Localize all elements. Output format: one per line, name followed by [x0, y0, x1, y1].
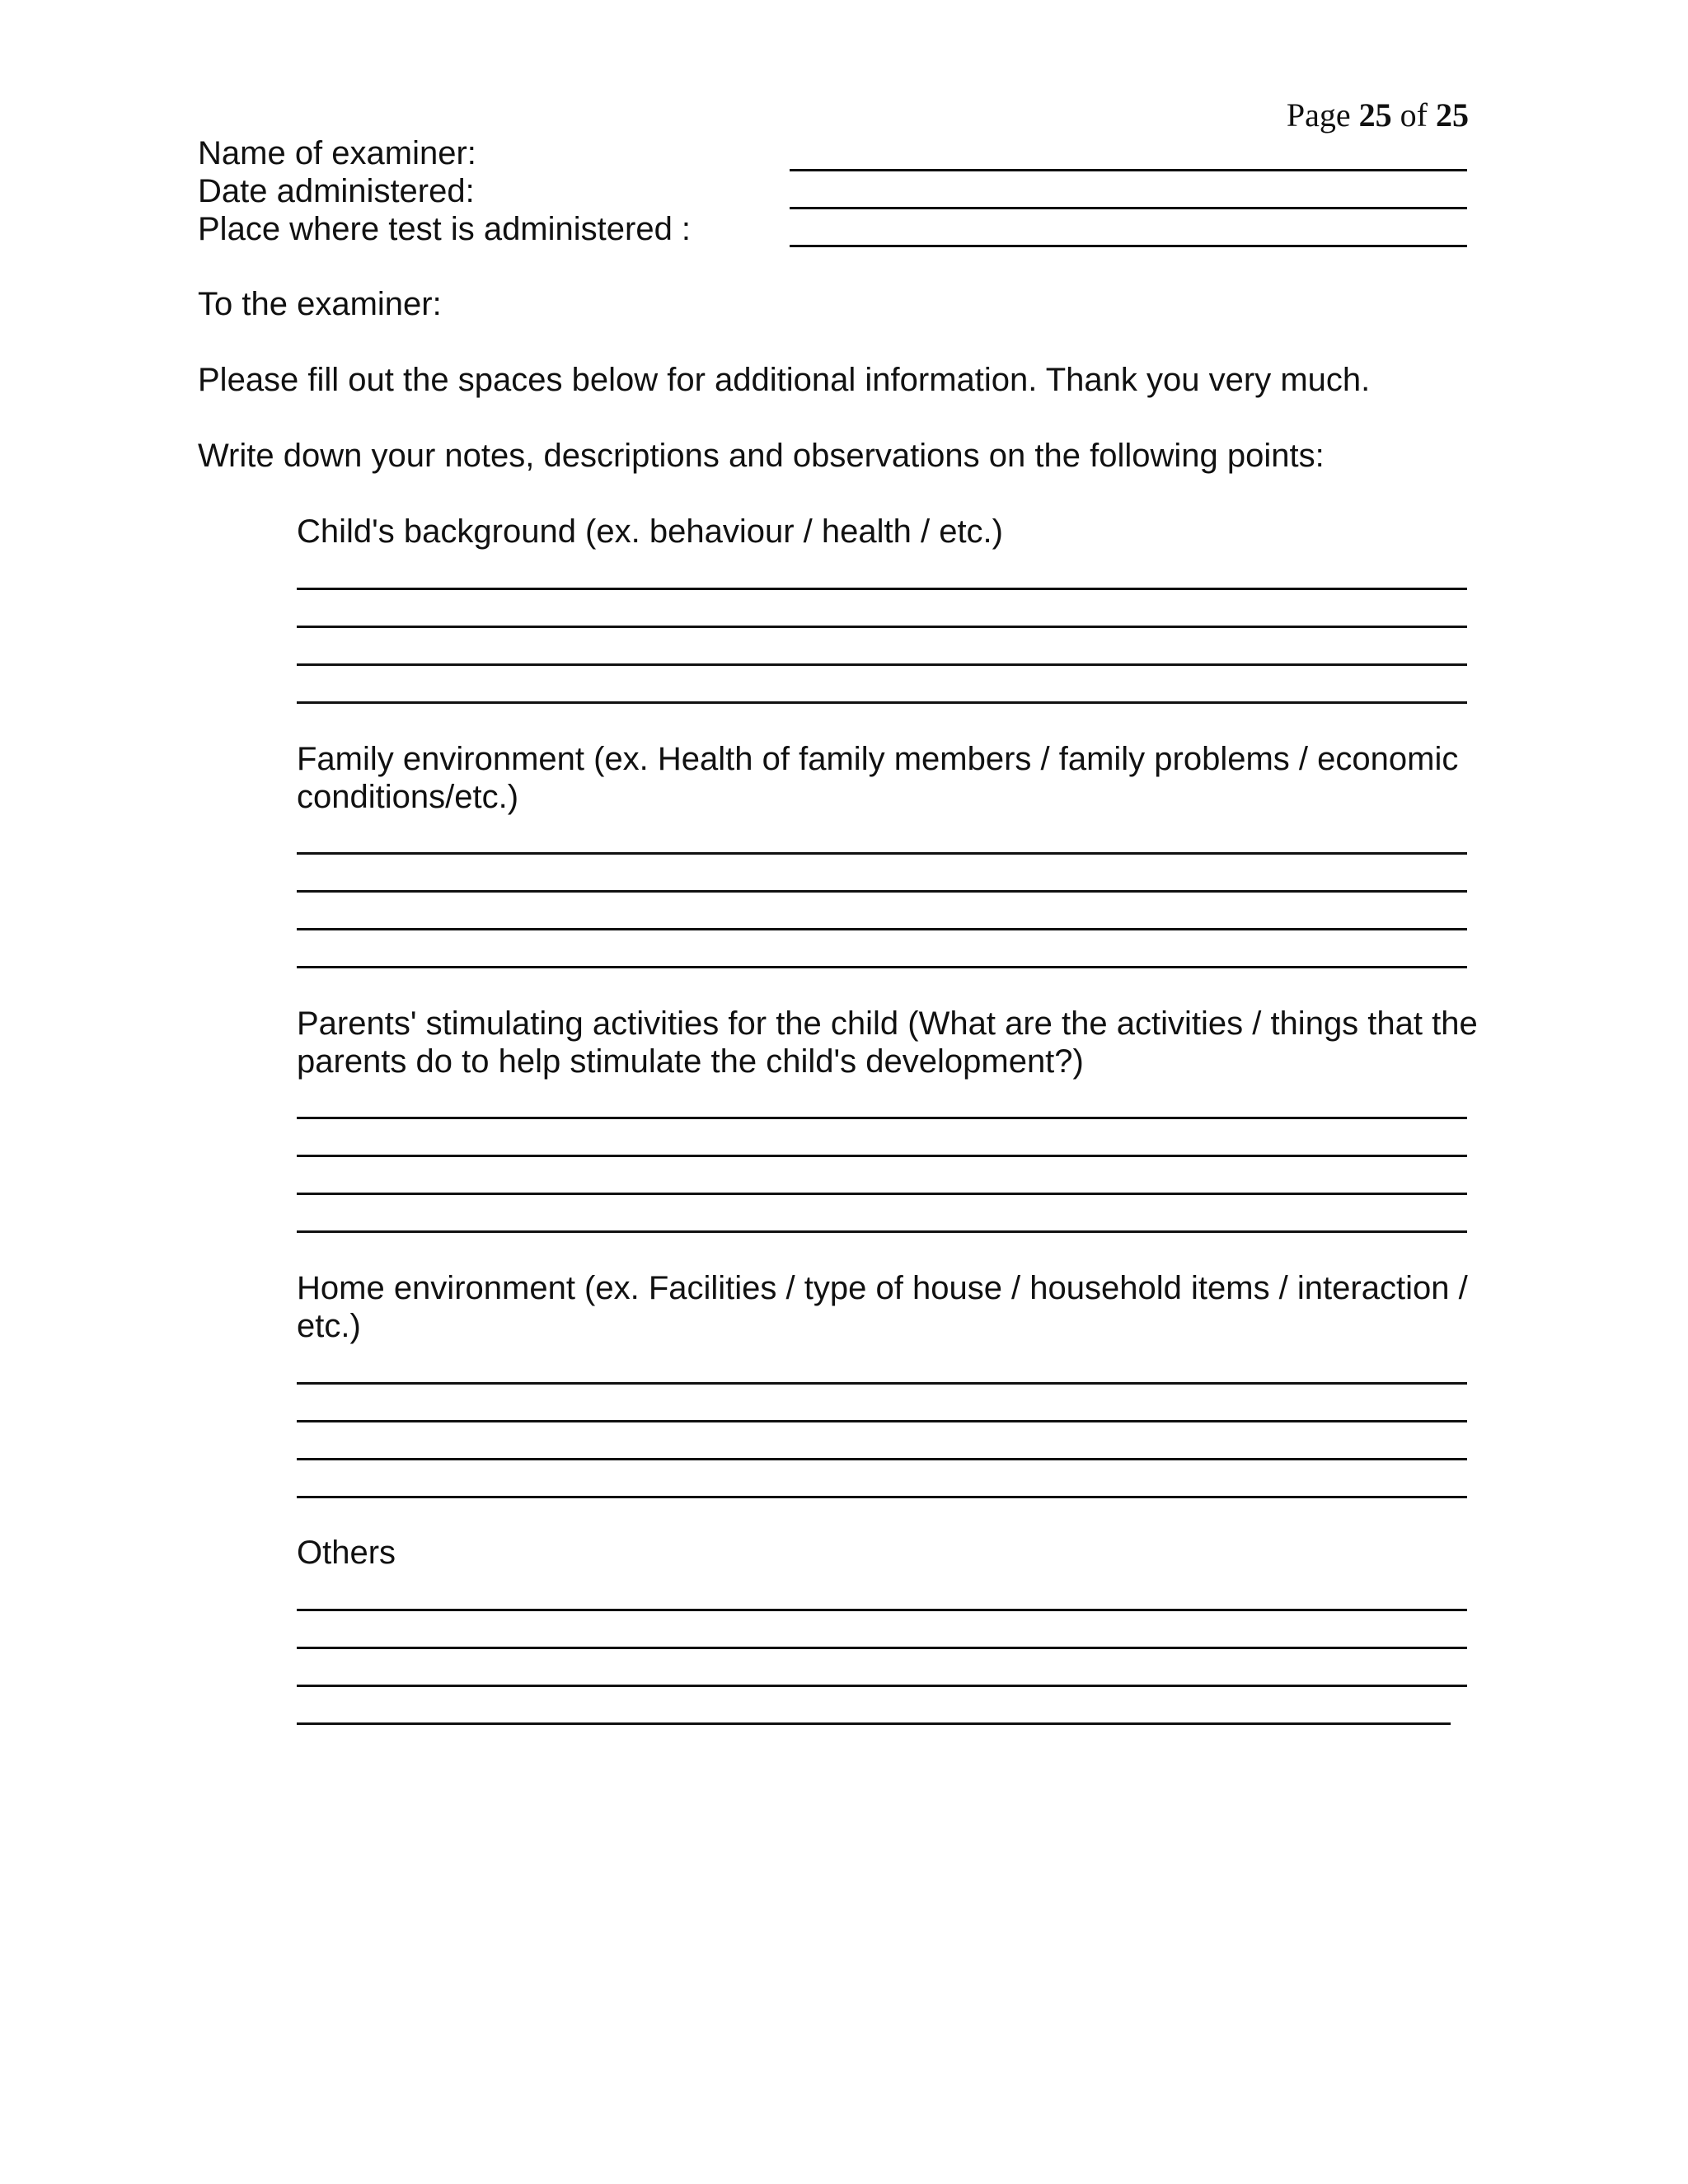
- others-line-4[interactable]: [297, 1722, 1451, 1725]
- parents-activities-line-3[interactable]: [297, 1193, 1467, 1195]
- examiner-name-field[interactable]: [790, 169, 1467, 171]
- date-administered-field[interactable]: [790, 207, 1467, 209]
- date-administered-label: Date administered:: [198, 173, 475, 209]
- page-current: 25: [1358, 96, 1392, 134]
- section-title-line: Child's background (ex. behaviour / health / etc.): [297, 513, 1003, 550]
- section-parents-activities-title: [297, 1005, 1484, 1080]
- section-title-line: Others: [297, 1535, 396, 1571]
- home-environment-line-3[interactable]: [297, 1458, 1467, 1460]
- page-number: [1287, 96, 1469, 134]
- section-child-background-title: [297, 513, 1484, 551]
- home-environment-line-2[interactable]: [297, 1420, 1467, 1422]
- page-of: of: [1400, 96, 1428, 134]
- child-background-line-1[interactable]: [297, 588, 1467, 590]
- home-environment-line-1[interactable]: [297, 1382, 1467, 1385]
- instruction-text: Please fill out the spaces below for additional information. Thank you very much.: [198, 362, 1371, 398]
- family-environment-line-2[interactable]: [297, 890, 1467, 893]
- to-examiner-heading: To the examiner:: [198, 286, 442, 322]
- section-title-line-2: conditions/etc.): [297, 779, 519, 815]
- section-title-line-2: etc.): [297, 1308, 361, 1344]
- home-environment-line-4[interactable]: [297, 1496, 1467, 1498]
- child-background-line-3[interactable]: [297, 663, 1467, 666]
- family-environment-line-1[interactable]: [297, 852, 1467, 855]
- test-place-label: Place where test is administered :: [198, 211, 692, 247]
- write-prompt-text: Write down your notes, descriptions and observations on the following points:: [198, 438, 1325, 474]
- parents-activities-line-1[interactable]: [297, 1117, 1467, 1119]
- child-background-line-4[interactable]: [297, 701, 1467, 704]
- section-others-title: [297, 1534, 1484, 1572]
- others-line-2[interactable]: [297, 1647, 1467, 1649]
- page-prefix: Page: [1286, 96, 1351, 134]
- section-title-line: Parents' stimulating activities for the child (What are the activities / things that the: [297, 1005, 1478, 1042]
- test-place-field[interactable]: [790, 245, 1467, 247]
- page-total: 25: [1436, 96, 1469, 134]
- section-home-environment-title: [297, 1269, 1484, 1345]
- section-title-line: Home environment (ex. Facilities / type of house / household items / interaction /: [297, 1270, 1468, 1306]
- section-family-environment-title: [297, 740, 1484, 816]
- others-line-3[interactable]: [297, 1685, 1467, 1687]
- family-environment-line-4[interactable]: [297, 966, 1467, 968]
- section-title-line: Family environment (ex. Health of family members / family problems / economic: [297, 741, 1459, 777]
- parents-activities-line-2[interactable]: [297, 1155, 1467, 1157]
- parents-activities-line-4[interactable]: [297, 1230, 1467, 1233]
- family-environment-line-3[interactable]: [297, 928, 1467, 930]
- child-background-line-2[interactable]: [297, 626, 1467, 628]
- section-title-line-2: parents do to help stimulate the child's development?): [297, 1043, 1084, 1080]
- others-line-1[interactable]: [297, 1609, 1467, 1611]
- examiner-name-label: Name of examiner:: [198, 135, 476, 171]
